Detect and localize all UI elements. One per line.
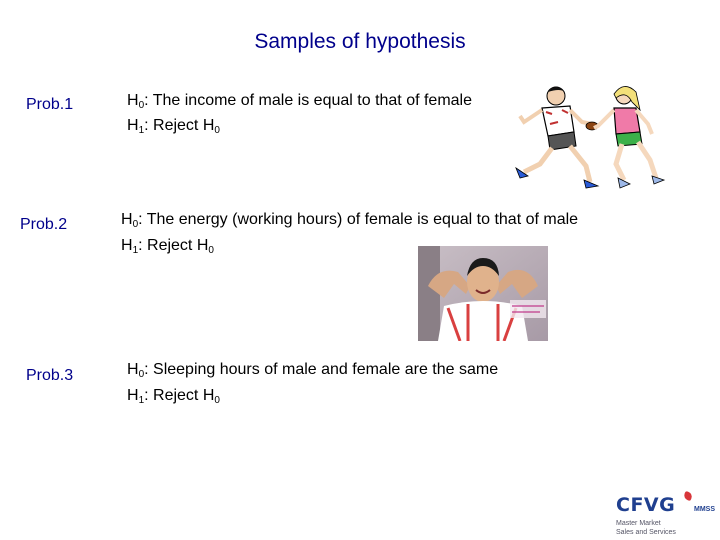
prob-2-h1: $H_1$: Reject $H_0$	[121, 237, 214, 256]
prob-1-label: Prob.1	[26, 96, 74, 113]
logo-tagline-2: Sales and Services	[616, 529, 676, 536]
logo-mark-icon	[683, 491, 693, 501]
cfvg-logo	[612, 492, 716, 538]
logo-wordmark: CFVG	[616, 494, 676, 516]
prob-2-h0: $H_0$: The energy (working hours) of female is equal to that of male	[121, 211, 579, 230]
prob-1-h0: $H_0$: The income of male is equal to that of female	[127, 92, 473, 111]
man-flexing-photo	[418, 246, 548, 341]
prob-1-h1: $H_1$: Reject $H_0$	[127, 117, 220, 136]
prob-2-label: Prob.2	[20, 216, 68, 233]
runners-clipart-image	[512, 80, 668, 192]
prob-3-label: Prob.3	[26, 367, 74, 384]
prob-3-h1: $H_1$: Reject $H_0$	[127, 387, 220, 406]
logo-tagline-1: Master Market	[616, 520, 661, 527]
logo-suffix: MMSS	[694, 506, 715, 513]
prob-3-h0: $H_0$: Sleeping hours of male and female are the same	[127, 361, 499, 380]
slide-title: Samples of hypothesis	[254, 30, 466, 53]
